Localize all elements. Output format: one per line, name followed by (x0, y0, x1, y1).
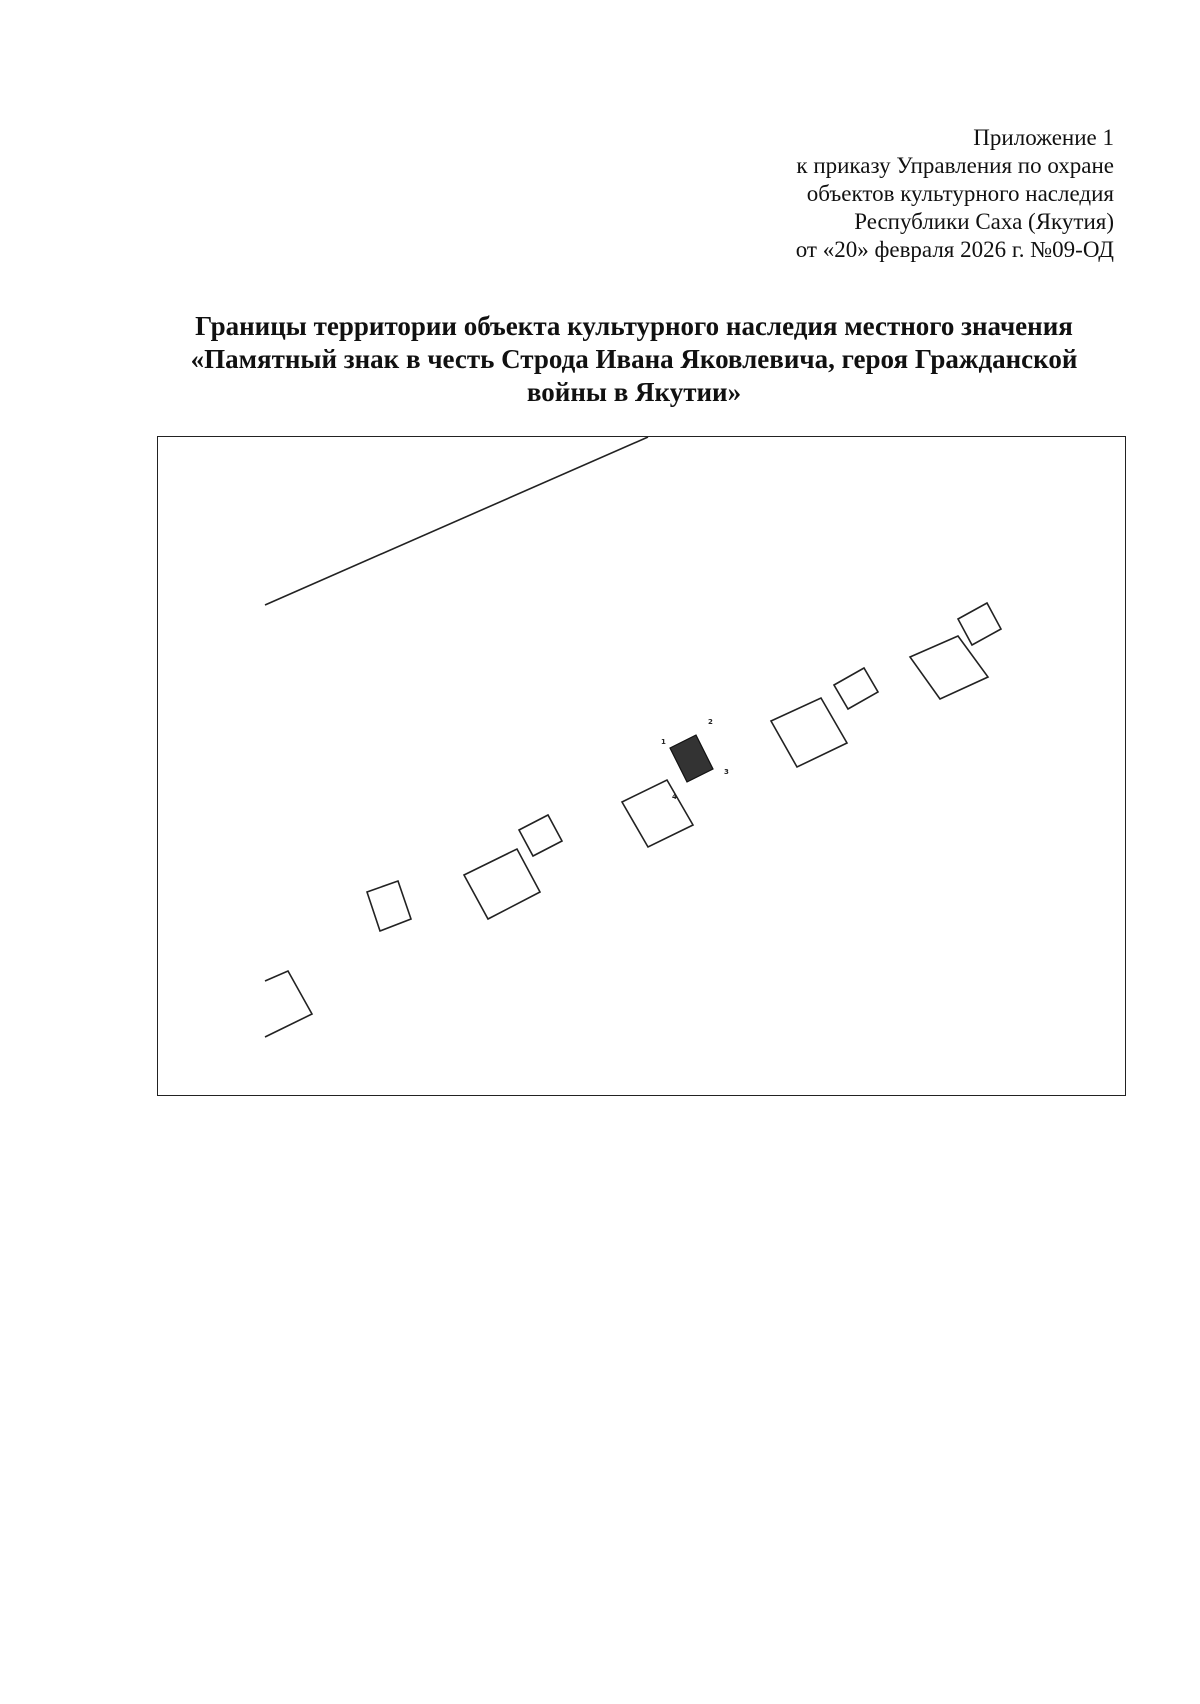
appendix-date-number: от «20» февраля 2026 г. №09-ОД (795, 237, 1114, 262)
building-outline (622, 780, 693, 847)
building-outline (910, 636, 988, 699)
title-line-1: Границы территории объекта культурного наследия местного значения (195, 311, 1073, 341)
appendix-header (796, 124, 1114, 264)
heritage-boundary-area (670, 735, 713, 782)
building-outline-partial (265, 971, 312, 1037)
point-label-3: 3 (724, 768, 729, 776)
point-label-2: 2 (708, 718, 713, 726)
building-outline (464, 849, 540, 919)
appendix-number: Приложение 1 (973, 125, 1114, 150)
building-outline (367, 881, 411, 931)
title-line-2: «Памятный знак в честь Строда Ивана Яковлевича, героя Гражданской (190, 344, 1078, 374)
road-line (265, 437, 648, 605)
boundary-map (157, 436, 1126, 1096)
point-label-1: 1 (661, 738, 666, 746)
title-line-3: войны в Якутии» (526, 377, 742, 407)
appendix-region: Республики Саха (Якутия) (854, 209, 1114, 234)
appendix-org-line: объектов культурного наследия (806, 181, 1114, 206)
boundary-map-svg (158, 437, 1126, 1096)
building-outline (958, 603, 1001, 645)
appendix-order-ref: к приказу Управления по охране (796, 153, 1114, 178)
point-label-4: 4 (672, 793, 677, 801)
building-outline (519, 815, 562, 856)
building-outline (834, 668, 878, 709)
document-title (150, 310, 1118, 409)
building-outline (771, 698, 847, 767)
